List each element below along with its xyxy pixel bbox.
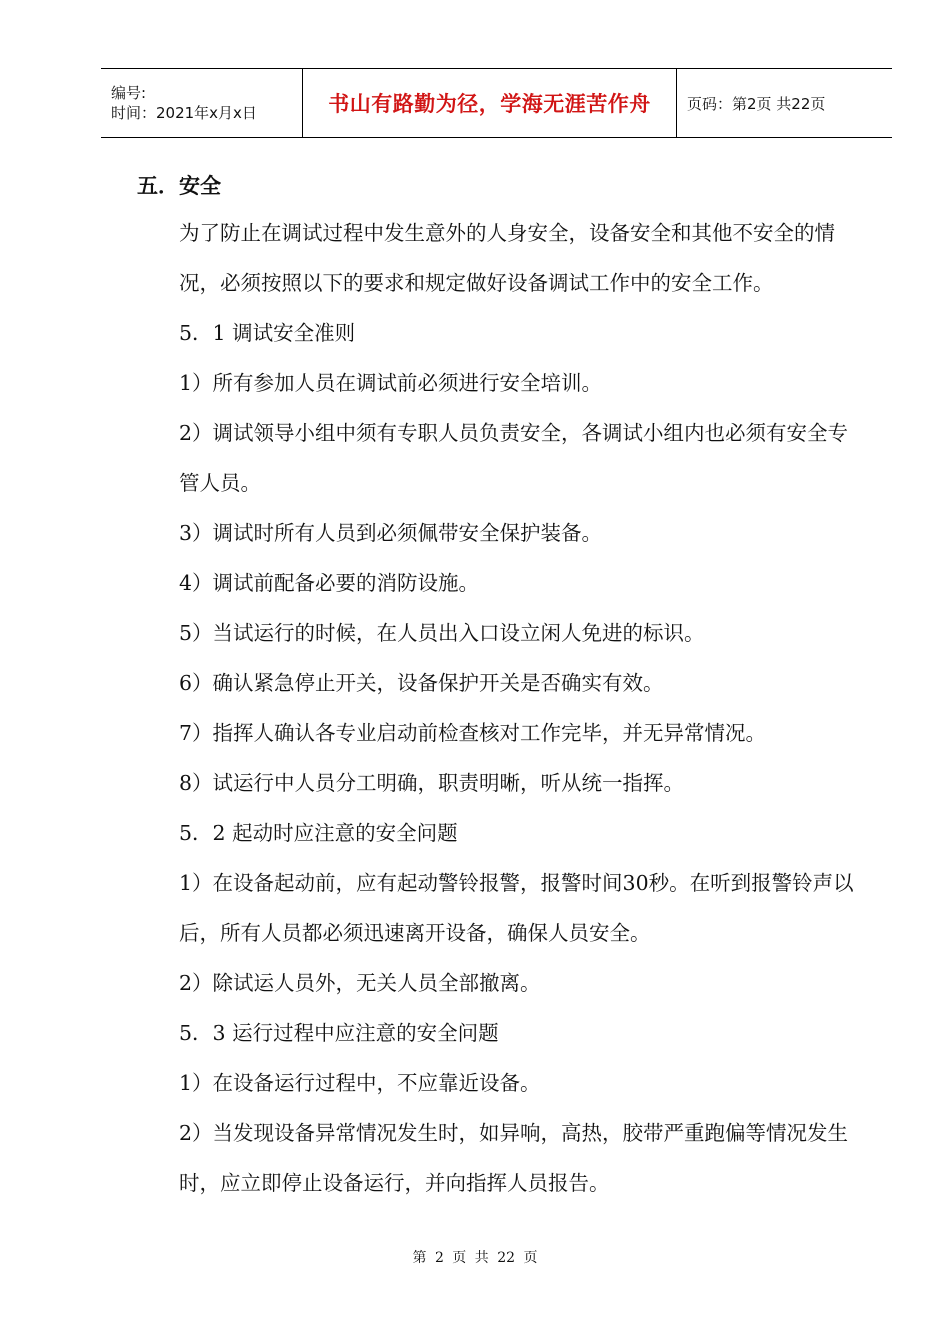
paragraph: 8）试运行中人员分工明确，职责明晰，听从统一指挥。 [179, 771, 685, 795]
paragraph: 6）确认紧急停止开关，设备保护开关是否确实有效。 [179, 671, 664, 695]
header-page-number: 页码：第2页 共22页 [687, 94, 826, 113]
header-motto: 书山有路勤为径，学海无涯苦作舟 [328, 92, 651, 116]
subsection-heading: 5．3 运行过程中应注意的安全问题 [179, 1021, 499, 1045]
document-body [137, 164, 867, 1208]
section-title: 五．安全 [137, 174, 221, 198]
paragraph: 1）在设备运行过程中，不应靠近设备。 [179, 1071, 541, 1095]
paragraph: 为了防止在调试过程中发生意外的人身安全，设备安全和其他不安全的情况，必须按照以下的要求和规定做好设备调试工作中的安全工作。 [179, 221, 835, 295]
paragraph: 2）除试运人员外，无关人员全部撤离。 [179, 971, 541, 995]
page-footer: 第 2 页 共 22 页 [412, 1250, 538, 1266]
subsection-heading: 5．2 起动时应注意的安全问题 [179, 821, 458, 845]
document-time-label: 时间：2021年x月x日 [111, 104, 257, 122]
document-number-label: 编号: [111, 84, 147, 102]
paragraph: 2）调试领导小组中须有专职人员负责安全，各调试小组内也必须有安全专管人员。 [179, 421, 849, 495]
paragraph: 5）当试运行的时候，在人员出入口设立闲人免进的标识。 [179, 621, 705, 645]
paragraph: 4）调试前配备必要的消防设施。 [179, 571, 480, 595]
paragraph: 3）调试时所有人员到必须佩带安全保护装备。 [179, 521, 603, 545]
page-header [101, 68, 892, 138]
paragraph: 7）指挥人确认各专业启动前检查核对工作完毕，并无异常情况。 [179, 721, 767, 745]
header-meta [101, 69, 303, 137]
header-motto-cell [303, 69, 677, 137]
subsection-heading: 5．1 调试安全准则 [179, 321, 356, 345]
paragraph: 1）所有参加人员在调试前必须进行安全培训。 [179, 371, 603, 395]
paragraph: 2）当发现设备异常情况发生时，如异响，高热，胶带严重跑偏等情况发生时，应立即停止设备运行，并向指挥人员报告。 [179, 1121, 849, 1195]
header-page-cell [677, 69, 892, 137]
paragraph: 1）在设备起动前，应有起动警铃报警，报警时间30秒。在听到报警铃声以后，所有人员都必须迅速离开设备，确保人员安全。 [179, 871, 854, 945]
